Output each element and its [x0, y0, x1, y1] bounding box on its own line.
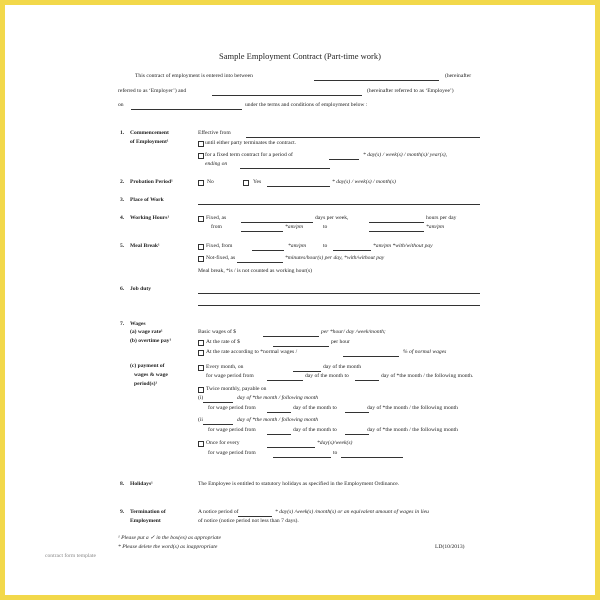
footnote-1: ¹ Please put a ✓ in the box(es) as appropriate	[118, 535, 221, 541]
probation-yes-label: Yes	[253, 179, 262, 185]
once-period-to: to	[333, 450, 338, 456]
intro-line2: referred to as ‘Employer’) and	[118, 88, 187, 94]
until-terminated-checkbox[interactable]	[198, 141, 204, 147]
section-7-c1: (c) payment of	[130, 363, 165, 369]
to-time-line[interactable]	[369, 231, 424, 232]
every-month-day-label: day of the month	[323, 364, 362, 370]
hours-per-day-label: hours per day	[426, 215, 457, 221]
fixed-term-period-line[interactable]	[329, 159, 359, 160]
section-8-title: Holidays¹	[130, 481, 153, 487]
employer-name-line[interactable]	[314, 80, 439, 81]
section-2-title: Probation Period¹	[130, 179, 173, 185]
section-7-b: (b) overtime pay¹	[130, 338, 172, 344]
once-every-units: *day(s)/week(s)	[317, 440, 353, 446]
meal-minutes-line[interactable]	[237, 262, 283, 263]
basic-wages-line[interactable]	[263, 336, 319, 337]
termination-text-1b: * day(s) /week(s) /month(s) or an equivalent amount of wages in lieu	[275, 509, 429, 515]
every-month-label: Every month, on	[206, 364, 244, 370]
twice-i-from-line[interactable]	[267, 412, 291, 413]
intro-line3b: under the terms and conditions of employment below :	[245, 102, 368, 108]
section-3-title: Place of Work	[130, 197, 164, 203]
meal-fixed-checkbox[interactable]	[198, 244, 204, 250]
twice-month-checkbox[interactable]	[198, 387, 204, 393]
wage-period-following: day of *the month / the following month.	[381, 373, 474, 379]
section-7-c3: period(s)¹	[134, 381, 158, 387]
to-label: to	[323, 224, 328, 230]
ot-normal-label: At the rate according to *normal wages /	[206, 349, 298, 355]
every-month-day-line[interactable]	[293, 371, 321, 372]
wage-period-label: for wage period from	[206, 373, 254, 379]
until-terminated-label: until either party terminates the contract.	[205, 140, 297, 146]
intro-line1: This contract of employment is entered into between	[135, 73, 253, 79]
ot-rate-label: At the rate of $	[206, 339, 240, 345]
contract-page	[5, 5, 595, 595]
basic-wages-per: per *hour/ day /week/month;	[321, 329, 386, 335]
revision-date: LD(10/2013)	[435, 544, 465, 550]
fixed-as-label: Fixed, as	[206, 215, 227, 221]
meal-to-line[interactable]	[333, 250, 371, 251]
once-period-label: for wage period from	[208, 450, 256, 456]
from-time-line[interactable]	[241, 231, 283, 232]
twice-ii-day-line[interactable]	[203, 424, 233, 425]
twice-i-period-label: for wage period from	[208, 405, 256, 411]
probation-period-line[interactable]	[267, 186, 330, 187]
twice-i-day-line[interactable]	[203, 402, 233, 403]
section-7-c2: wages & wage	[134, 372, 168, 378]
basic-wages-label: Basic wages of $	[198, 329, 237, 335]
twice-ii-period-label: for wage period from	[208, 427, 256, 433]
meal-notfixed-checkbox[interactable]	[198, 256, 204, 262]
twice-i-following: day of *the month / the following month	[367, 405, 458, 411]
wage-period-to-line[interactable]	[355, 380, 379, 381]
meal-to-pay: *am/pm *with/without pay	[373, 243, 433, 249]
meal-break-note: Meal break, *is / is not counted as working hour(s)	[198, 268, 313, 274]
twice-i-day-of-month: day of the month to	[293, 405, 337, 411]
twice-ii-label: (ii	[198, 417, 203, 423]
meal-minutes-label: *minutes/hour(s) per day, *with/without pay	[285, 255, 385, 261]
watermark-text: contract form template	[45, 553, 96, 559]
ot-rate-line[interactable]	[273, 346, 329, 347]
termination-text-2: of notice (notice period not less than 7 days).	[198, 518, 299, 524]
once-period-from-line[interactable]	[273, 457, 331, 458]
twice-ii-from-line[interactable]	[267, 434, 291, 435]
twice-i-day-label: day of *the month / following month	[237, 395, 319, 401]
meal-notfixed-label: Not-fixed, as	[206, 255, 236, 261]
fixed-term-units: * day(s) / week(s) / month(s)/ year(s),	[363, 152, 448, 158]
from-ampm: *am/pm	[285, 224, 304, 230]
once-every-label: Once for every	[206, 440, 240, 446]
section-9-title2: Employment	[130, 518, 161, 524]
effective-from-line[interactable]	[246, 137, 480, 138]
probation-no-label: No	[207, 179, 214, 185]
employee-name-line[interactable]	[212, 95, 362, 96]
date-line[interactable]	[131, 109, 242, 110]
section-7-a: (a) wage rate¹	[130, 329, 163, 335]
effective-from-label: Effective from	[198, 130, 231, 136]
job-duty-line-2[interactable]	[198, 305, 480, 306]
section-4-number: 4.	[120, 215, 125, 221]
section-8-number: 8.	[120, 481, 125, 487]
meal-to-label: to	[323, 243, 328, 249]
ot-rate-checkbox[interactable]	[198, 340, 204, 346]
fixed-term-checkbox[interactable]	[198, 153, 204, 159]
meal-from-ampm: *am/pm	[288, 243, 307, 249]
section-6-title: Job duty	[130, 286, 151, 292]
meal-fixed-from-label: Fixed, from	[206, 243, 233, 249]
section-3-number: 3.	[120, 197, 125, 203]
intro-line3a: on	[118, 102, 124, 108]
fixed-hours-checkbox[interactable]	[198, 216, 204, 222]
from-label: from	[211, 224, 222, 230]
ot-per-hour-label: per hour	[331, 339, 350, 345]
ot-normal-checkbox[interactable]	[198, 350, 204, 356]
section-7-title: Wages	[130, 321, 146, 327]
section-6-number: 6.	[120, 286, 125, 292]
meal-from-line[interactable]	[252, 250, 284, 251]
twice-ii-day-label: day of *the month / following month	[237, 417, 319, 423]
notice-period-line[interactable]	[238, 516, 272, 517]
section-9-number: 9.	[120, 509, 125, 515]
once-every-checkbox[interactable]	[198, 441, 204, 447]
days-per-week-label: days per week,	[315, 215, 349, 221]
section-1-title2: of Employment¹	[130, 139, 169, 145]
ending-on-line[interactable]	[240, 168, 330, 169]
every-month-checkbox[interactable]	[198, 365, 204, 371]
section-4-title: Working Hours¹	[130, 215, 170, 221]
holidays-text: The Employee is entitled to statutory holidays as specified in the Employment Ordinance.	[198, 481, 400, 487]
once-period-to-line[interactable]	[341, 457, 403, 458]
twice-i-to-line[interactable]	[345, 412, 369, 413]
wage-period-from-line[interactable]	[267, 380, 303, 381]
footnote-2: * Please delete the word(s) as inappropriate	[118, 544, 218, 550]
section-7-number: 7.	[120, 321, 125, 327]
intro-line1b: (hereinafter	[445, 73, 472, 79]
twice-ii-to-line[interactable]	[345, 434, 369, 435]
hours-per-day-line[interactable]	[369, 222, 424, 223]
probation-no-checkbox[interactable]	[198, 180, 204, 186]
section-1-title: Commencement	[130, 130, 169, 136]
place-of-work-line[interactable]	[198, 204, 480, 205]
probation-yes-checkbox[interactable]	[243, 180, 249, 186]
days-per-week-line[interactable]	[241, 222, 313, 223]
twice-month-label: Twice monthly, payable on	[206, 386, 267, 392]
section-9-title: Termination of	[130, 509, 166, 515]
wage-period-day-of-month: day of the month to	[305, 373, 349, 379]
once-every-line[interactable]	[267, 447, 315, 448]
section-2-number: 2.	[120, 179, 125, 185]
ot-normal-suffix: % of normal wages	[403, 349, 447, 355]
section-5-title: Meal Break¹	[130, 243, 160, 249]
ending-on-label: ending on	[205, 161, 228, 167]
twice-i-label: (i)	[198, 395, 204, 401]
page-title: Sample Employment Contract (Part-time work)	[219, 51, 381, 61]
to-ampm: *am/pm	[426, 224, 445, 230]
section-1-number: 1.	[120, 130, 125, 136]
termination-text-1a: A notice period of	[198, 509, 239, 515]
ot-normal-line[interactable]	[343, 356, 399, 357]
twice-ii-day-of-month: day of the month to	[293, 427, 337, 433]
fixed-term-label: for a fixed term contract for a period of	[205, 152, 293, 158]
section-5-number: 5.	[120, 243, 125, 249]
probation-units: * day(s) / week(s) / month(s)	[332, 179, 396, 185]
job-duty-line-1[interactable]	[198, 293, 480, 294]
intro-line2b: (hereinafter referred to as ‘Employee’)	[367, 88, 454, 94]
twice-ii-following: day of *the month / the following month	[367, 427, 458, 433]
